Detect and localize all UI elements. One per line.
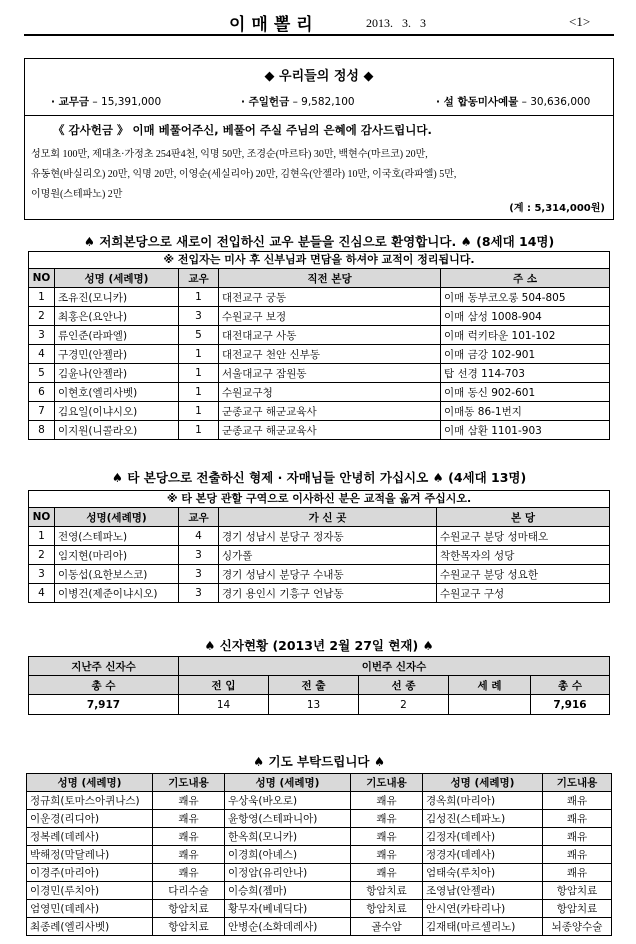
bulletin-title: 이매뽈리 xyxy=(229,15,319,35)
table-cell: 윤항영(스테파니아) xyxy=(225,810,351,828)
newcomers-note: ※ 전입자는 미사 후 신부님과 면담을 하셔야 교적이 정리됩니다. xyxy=(28,251,610,268)
table-cell: 이경민(루치아) xyxy=(27,882,153,900)
table-cell: 이매 삼환 1101-903 xyxy=(441,421,610,440)
table-cell: 항암치료 xyxy=(543,882,612,900)
table-cell: 엄태숙(루치아) xyxy=(423,864,543,882)
stats-title: ♠ 신자현황 (2013년 2월 27일 현재) ♠ xyxy=(204,638,434,653)
table-cell: 이매동 86-1번지 xyxy=(441,402,610,421)
table-row xyxy=(27,792,612,810)
table-cell: 쾌유 xyxy=(153,828,225,846)
table-cell: 8 xyxy=(29,421,55,440)
table-cell: 7 xyxy=(29,402,55,421)
table-cell: 한옥희(모니카) xyxy=(225,828,351,846)
table-row xyxy=(29,584,610,603)
table-cell: 쾌유 xyxy=(351,846,423,864)
table-row xyxy=(29,565,610,584)
table-row xyxy=(29,288,610,307)
table-cell: 이현호(엘리사벳) xyxy=(55,383,179,402)
offering-total-1: · 교무금 – 15,391,000 xyxy=(51,96,162,108)
table-cell: 쾌유 xyxy=(153,792,225,810)
leavers-title: ♠ 타 본당으로 전출하신 형제 · 자매님들 안녕히 가십시오 ♠ (4세대 13명) xyxy=(111,470,527,485)
table-cell: 조영남(안젤라) xyxy=(423,882,543,900)
col-header: 선 종 xyxy=(359,676,449,695)
table-cell: 3 xyxy=(179,307,219,326)
col-header: 세 례 xyxy=(449,676,531,695)
table-cell: 경기 용인시 기흥구 언남동 xyxy=(219,584,437,603)
leavers-section xyxy=(28,490,610,603)
table-cell: 3 xyxy=(179,584,219,603)
table-cell: 쾌유 xyxy=(351,792,423,810)
table-row xyxy=(27,900,612,918)
table-cell: 군종교구 해군교육사 xyxy=(219,402,441,421)
this-week-label: 이번주 신자수 xyxy=(179,657,610,676)
table-row xyxy=(29,307,610,326)
table-cell: 김재태(마르셀리노) xyxy=(423,918,543,936)
table-cell: 1 xyxy=(179,383,219,402)
table-cell: 류인준(라파엘) xyxy=(55,326,179,345)
table-cell: 5 xyxy=(179,326,219,345)
table-cell: 박해정(막달레나) xyxy=(27,846,153,864)
offering-total-2: · 주일헌금 – 9,582,100 xyxy=(241,96,355,108)
table-cell: 이매 동신 902-601 xyxy=(441,383,610,402)
table-cell: 쾌유 xyxy=(153,864,225,882)
table-cell: 3 xyxy=(179,565,219,584)
newcomers-section xyxy=(28,251,610,440)
table-cell: 우상욱(바오로) xyxy=(225,792,351,810)
table-cell: 엄영민(데레사) xyxy=(27,900,153,918)
table-cell: 구경민(안젤라) xyxy=(55,345,179,364)
table-cell: 황무자(베네딕다) xyxy=(225,900,351,918)
table-cell: 쾌유 xyxy=(543,792,612,810)
thanks-list xyxy=(31,145,606,205)
table-cell: 이승희(젬마) xyxy=(225,882,351,900)
table-cell: 이정암(유리안나) xyxy=(225,864,351,882)
stats-section xyxy=(28,656,610,715)
table-cell: 이매 금강 102-901 xyxy=(441,345,610,364)
table-cell: 쾌유 xyxy=(543,864,612,882)
table-cell: 쾌유 xyxy=(543,810,612,828)
table-cell: 수원교구 구성 xyxy=(437,584,610,603)
table-cell: 탑 선경 114-703 xyxy=(441,364,610,383)
transfer-out-count: 13 xyxy=(269,695,359,715)
table-cell: 대전대교구 사동 xyxy=(219,326,441,345)
newcomers-table xyxy=(28,268,610,440)
leavers-table xyxy=(28,507,610,603)
table-cell: 항암치료 xyxy=(543,900,612,918)
table-cell: 항암치료 xyxy=(153,918,225,936)
table-cell: 대전교구 궁동 xyxy=(219,288,441,307)
deceased-count: 2 xyxy=(359,695,449,715)
table-row xyxy=(29,383,610,402)
table-cell: 이매 럭키타운 101-102 xyxy=(441,326,610,345)
table-cell: 경기 성남시 분당구 정자동 xyxy=(219,527,437,546)
table-row xyxy=(27,828,612,846)
table-cell: 항암치료 xyxy=(153,900,225,918)
table-cell: 5 xyxy=(29,364,55,383)
table-cell: 4 xyxy=(179,527,219,546)
table-cell: 이경주(마리아) xyxy=(27,864,153,882)
table-cell: 4 xyxy=(29,584,55,603)
col-header: 성명 (세례명) xyxy=(225,774,351,792)
table-header-row xyxy=(27,774,612,792)
col-header: 성명 (세례명) xyxy=(423,774,543,792)
table-cell: 임지현(마리아) xyxy=(55,546,179,565)
table-row xyxy=(29,326,610,345)
table-cell: 조유진(모니카) xyxy=(55,288,179,307)
table-cell: 1 xyxy=(29,527,55,546)
table-cell: 6 xyxy=(29,383,55,402)
table-cell: 이매 삼성 1008-904 xyxy=(441,307,610,326)
table-cell: 1 xyxy=(179,364,219,383)
table-cell: 이지원(니콜라오) xyxy=(55,421,179,440)
col-header: NO xyxy=(29,269,55,288)
table-cell: 뇌종양수술 xyxy=(543,918,612,936)
last-week-label: 지난주 신자수 xyxy=(29,657,179,676)
table-row xyxy=(29,345,610,364)
offering-box xyxy=(24,58,614,220)
table-cell: 수원교구 분당 성요한 xyxy=(437,565,610,584)
col-header: 기도내용 xyxy=(153,774,225,792)
table-cell: 경옥희(마리아) xyxy=(423,792,543,810)
table-header-row xyxy=(29,269,610,288)
table-cell: 쾌유 xyxy=(351,810,423,828)
table-cell: 쾌유 xyxy=(351,864,423,882)
thanks-total: (계 : 5,314,000원) xyxy=(509,203,605,214)
last-week-total: 7,917 xyxy=(29,695,179,715)
table-row xyxy=(27,846,612,864)
prayer-title: ♠ 기도 부탁드립니다 ♠ xyxy=(252,754,386,769)
col-header: 교우 xyxy=(179,508,219,527)
table-row xyxy=(29,527,610,546)
table-cell: 1 xyxy=(179,402,219,421)
col-header: 기도내용 xyxy=(351,774,423,792)
table-cell: 3 xyxy=(179,546,219,565)
table-cell: 항암치료 xyxy=(351,882,423,900)
table-cell: 김요일(이냐시오) xyxy=(55,402,179,421)
table-row xyxy=(27,810,612,828)
table-cell: 다리수술 xyxy=(153,882,225,900)
table-cell: 안병순(소화데레사) xyxy=(225,918,351,936)
table-cell: 1 xyxy=(179,288,219,307)
table-cell: 대전교구 천안 신부동 xyxy=(219,345,441,364)
col-header: 본 당 xyxy=(437,508,610,527)
table-header-row xyxy=(29,508,610,527)
table-row xyxy=(27,918,612,936)
table-row xyxy=(29,402,610,421)
table-row xyxy=(27,882,612,900)
offering-total-3: · 설 합동미사예물 – 30,636,000 xyxy=(436,96,591,108)
newcomers-title: ♠ 저희본당으로 새로이 전입하신 교우 분들을 진심으로 환영합니다. ♠ (8세대 14명) xyxy=(83,234,555,249)
thanks-line: 이명원(스테파노) 2만 xyxy=(31,189,123,200)
bulletin-header xyxy=(24,6,614,36)
table-cell: 쾌유 xyxy=(153,846,225,864)
table-cell: 착한목자의 성당 xyxy=(437,546,610,565)
col-header: 성명 (세례명) xyxy=(55,269,179,288)
thanks-line: 유동현(바실리오) 20만, 익명 20만, 이영순(세실리아) 20만, 김현옥(안젤라) 10만, 이국호(라파엘) 5만, xyxy=(31,169,457,180)
table-row xyxy=(29,546,610,565)
col-header: 기도내용 xyxy=(543,774,612,792)
table-cell: 1 xyxy=(29,288,55,307)
table-cell: 2 xyxy=(29,546,55,565)
table-cell: 수원교구 보정 xyxy=(219,307,441,326)
table-row xyxy=(27,864,612,882)
table-cell: 3 xyxy=(29,326,55,345)
table-cell: 쾌유 xyxy=(351,828,423,846)
stats-table xyxy=(28,656,610,715)
col-header: 성명 (세례명) xyxy=(27,774,153,792)
col-header: 가 신 곳 xyxy=(219,508,437,527)
thanks-line: 성모회 100만, 제대초·가정초 254판4천, 익명 50만, 조경순(마르타) 30만, 백현수(마르코) 20만, xyxy=(31,149,428,160)
table-cell: 이병건(제준이냐시오) xyxy=(55,584,179,603)
table-cell: 수원교구 분당 성마태오 xyxy=(437,527,610,546)
table-cell: 싱가폴 xyxy=(219,546,437,565)
table-cell: 정경자(데레사) xyxy=(423,846,543,864)
total-label: 총 수 xyxy=(29,676,179,695)
table-cell: 이경희(아녜스) xyxy=(225,846,351,864)
table-cell: 서울대교구 잠원동 xyxy=(219,364,441,383)
table-row xyxy=(29,364,610,383)
table-cell: 쾌유 xyxy=(543,846,612,864)
baptism-count xyxy=(449,695,531,715)
table-cell: 정규희(토마스아퀴나스) xyxy=(27,792,153,810)
prayer-table xyxy=(26,773,612,936)
table-cell: 안시연(카타리나) xyxy=(423,900,543,918)
table-cell: 4 xyxy=(29,345,55,364)
table-cell: 2 xyxy=(29,307,55,326)
table-cell: 쾌유 xyxy=(153,810,225,828)
table-cell: 경기 성남시 분당구 수내동 xyxy=(219,565,437,584)
prayer-section xyxy=(26,773,612,936)
table-cell: 이매 동부코오롱 504-805 xyxy=(441,288,610,307)
total-label: 총 수 xyxy=(531,676,610,695)
table-cell: 최종례(엘리사벳) xyxy=(27,918,153,936)
col-header: 직전 본당 xyxy=(219,269,441,288)
bulletin-date: 2013. 3. 3 xyxy=(366,16,426,30)
table-cell: 1 xyxy=(179,345,219,364)
table-cell: 3 xyxy=(29,565,55,584)
table-cell: 수원교구청 xyxy=(219,383,441,402)
table-cell: 김정자(데레사) xyxy=(423,828,543,846)
page-number: <1> xyxy=(569,14,591,29)
col-header: 교우 xyxy=(179,269,219,288)
table-cell: 이동섭(요한보스코) xyxy=(55,565,179,584)
col-header: 성명(세례명) xyxy=(55,508,179,527)
table-cell: 정복례(데레사) xyxy=(27,828,153,846)
col-header: NO xyxy=(29,508,55,527)
offering-title: ◆ 우리들의 정성 ◆ xyxy=(264,69,374,84)
table-cell: 전영(스테파노) xyxy=(55,527,179,546)
table-cell: 1 xyxy=(179,421,219,440)
thanks-heading: 《 감사헌금 》 이매 베풀어주신, 베풀어 주실 주님의 은혜에 감사드립니다. xyxy=(25,115,613,138)
col-header: 주 소 xyxy=(441,269,610,288)
table-cell: 쾌유 xyxy=(543,828,612,846)
table-cell: 항암치료 xyxy=(351,900,423,918)
table-cell: 최홍은(요안나) xyxy=(55,307,179,326)
table-cell: 이운경(리디아) xyxy=(27,810,153,828)
table-cell: 군종교구 해군교육사 xyxy=(219,421,441,440)
col-header: 전 출 xyxy=(269,676,359,695)
table-cell: 골수암 xyxy=(351,918,423,936)
leavers-note: ※ 타 본당 관할 구역으로 이사하신 분은 교적을 옮겨 주십시오. xyxy=(28,490,610,507)
table-row xyxy=(29,421,610,440)
transfer-in-count: 14 xyxy=(179,695,269,715)
this-week-total: 7,916 xyxy=(531,695,610,715)
table-cell: 김성진(스테파노) xyxy=(423,810,543,828)
table-cell: 김윤나(안젤라) xyxy=(55,364,179,383)
col-header: 전 입 xyxy=(179,676,269,695)
